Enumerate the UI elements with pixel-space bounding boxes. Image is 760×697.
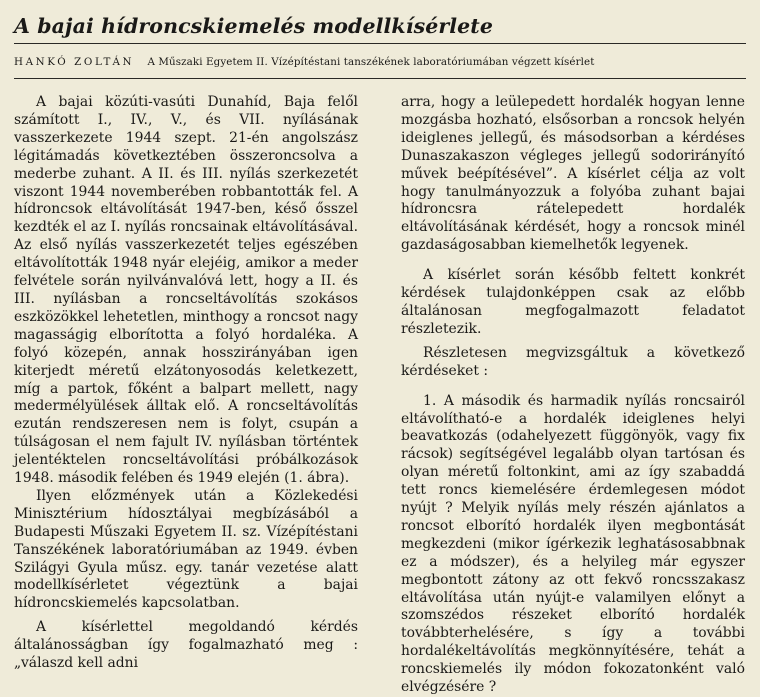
paragraph-history: A bajai közúti-vasúti Dunahíd, Baja felől számított I., IV., V., és VII. nyílásának vasszerkezete 1944 szept. 21-én angolszász légitámadás következtében összeroncsolva a mederbe zuhant. A II. és III. nyílás szerkezetét viszont 1944 novemberében robbantották fel. A hídroncsok eltávolítását 1947-ben, késő ősszel kezdték el az I. nyílás roncsainak eltávolításával. Az első nyílás vasszerkezetét teljes egészében eltávolították 1948 nyár elejéig, amikor a meder felvétele során nyilvánvalóvá lett, hogy a II. és III. nyílásban a roncseltávolítás szokásos eszközökkel lehetetlen, minthogy a roncsot nagy magasságig elborította a folyó hordaléka. A folyó közepén, annak hosszirányában igen kiterjedt méretű elzátonyosodás keletkezett, míg a partok, főként a balpart mellett, nagy medermélyülések álltak elő. A roncseltávolítás ezután rendszeresen nem is folyt, csupán a túlságosan el nem fajult IV. nyílásban történtek jelentéktelen roncseltávolítási próbálkozások 1948. második felében és 1949 elején (1. ábra). [14,94,358,487]
paragraph-question-continued: arra, hogy a leülepedett hordalék hogyan lenne mozgásba hozható, elsősorban a roncsok helyén ideiglenes jellegű, és másodsorban a kérdéses Dunaszakaszon végleges jellegű sodorirányító művek beépítésével”. A kísérlet célja az volt hogy tanulmányozzuk a folyóba zuhant bajai hídroncsra rátelepedett hordalék eltávolításának kérdését, hogy a roncsok minél gazdaságosabban kiemelhetők legyenek. [401,94,745,254]
left-column [14,94,358,673]
paragraph-commission: Ilyen előzmények után a Közlekedési Minisztérium hídosztályai megbízásából a Budapesti Műszaki Egyetem II. sz. Vízépítéstani Tanszékének laboratóriumában az 1949. évben Szilágyi Gyula műsz. egy. tanár vezetése alatt modellkísérletet végeztünk a bajai hídroncskiemelés kapcsolatban. [14,487,358,612]
paragraph-question-1: 1. A második és harmadik nyílás roncsairól eltávolítható-e a hordalék ideiglenes helyi beavatkozás (odahelyezett függönyök, vagy fix rácsok) segítségével legalább olyan tartósan és olyan méretű foltonkint, ami az így szabaddá tett roncs kiemelésére érdemlegesen módot nyújt ? Melyik nyílás mely részén ajánlatos a roncsot elborító hordalék ilyen megbontását megkezdeni (mikor ígérkezik leghatásosabbnak ez a módszer), és a helyileg már egyszer megbontott zátony az ott fekvő roncsszakasz eltávolítása után nyújt-e valamilyen előnyt a szomszédos részeket elborító hordalék továbbterhelésére, s így a további hordalékeltávolítás megkönnyítésére, tehát a roncskiemelés ily módon fokozatonként való elvégzésére ? [401,392,745,696]
byline-rule [14,78,746,79]
author-affiliation: A Műszaki Egyetem II. Vízépítéstani tanszékének laboratóriumában végzett kísérlet [147,56,595,68]
paragraph-examined: Részletesen megvizsgáltuk a következő kérdéseket : [401,344,745,379]
right-column [401,94,745,697]
author-name: HANKÓ ZOLTÁN [14,56,135,68]
title-rule [14,43,746,44]
article-title: A bajai hídroncskiemelés modellkísérlete [14,14,494,38]
paragraph-specific-questions: A kísérlet során később feltett konkrét kérdések tulajdonképpen csak az előbb általánosan megfogalmazott feladatot részletezik. [401,267,745,337]
paragraph-question: A kísérlettel megoldandó kérdés általánosságban így fogalmazható meg : „válaszd kell adni [14,619,358,672]
byline [14,56,746,68]
